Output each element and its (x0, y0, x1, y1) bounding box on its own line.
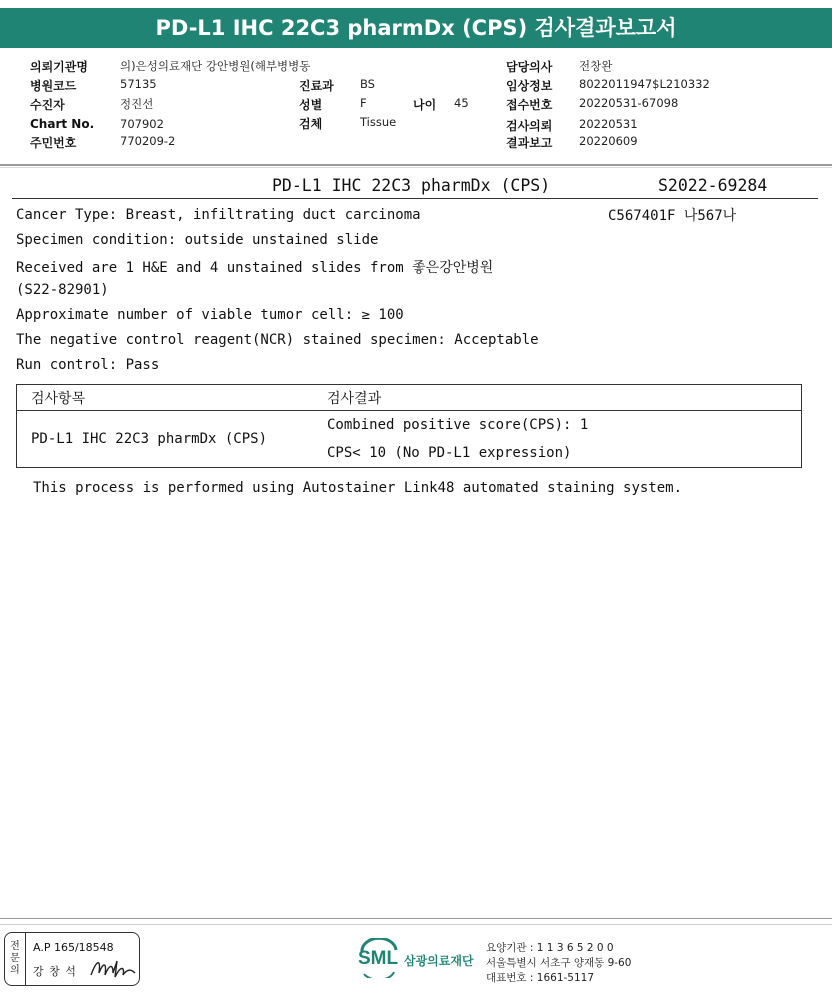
org-phone: 대표번호 : 1661-5117 (486, 972, 595, 984)
cps-interpretation: CPS< 10 (No PD-L1 expression) (327, 445, 572, 461)
result-table (16, 384, 802, 468)
report-date-value: 20220609 (579, 134, 638, 148)
specimen-value: Tissue (360, 115, 397, 129)
chart-no-value: 707902 (120, 117, 164, 131)
dept-value: BS (360, 77, 375, 91)
report-date-label: 결과보고 (506, 136, 553, 150)
sex-value: F (360, 96, 367, 110)
age-value: 45 (454, 96, 469, 110)
stamp-side-label (5, 933, 26, 985)
report-line: Approximate number of viable tumor cell: ≥ 100 (16, 307, 404, 323)
dept-label: 진료과 (299, 79, 334, 93)
pathologist-name: 강 창 석 (33, 965, 77, 978)
patient-value: 정진선 (120, 97, 154, 111)
org-address: 서울특별시 서초구 양재동 9-60 (486, 957, 632, 969)
request-date-value: 20220531 (579, 117, 638, 131)
process-note: This process is performed using Autostainer Link48 automated staining system. (33, 480, 683, 496)
org-code: 요양기관 : 1 1 3 6 5 2 0 0 (486, 942, 614, 954)
resident-no-value: 770209-2 (120, 134, 176, 148)
chart-no-label: Chart No. (30, 117, 95, 131)
header-divider (0, 164, 832, 166)
footer-divider-shadow (0, 924, 832, 925)
institution-label: 의뢰기관명 (30, 60, 88, 74)
report-line: Run control: Pass (16, 357, 160, 373)
receipt-no-label: 접수번호 (506, 98, 553, 112)
institution-value: 의)은성의료재단 강안병원(해부병병동 (120, 59, 311, 73)
cps-score: Combined positive score(CPS): 1 (327, 417, 589, 433)
clinical-info-value: 8022011947$L210332 (579, 77, 710, 91)
test-result-cell (311, 411, 802, 468)
stamp-side-char: 문 (10, 953, 20, 964)
sex-label: 성별 (299, 98, 323, 112)
request-date-label: 검사의뢰 (506, 119, 553, 133)
header-divider-shadow (0, 167, 832, 168)
logo-text: SML (358, 948, 399, 969)
footer-divider (0, 918, 832, 919)
report-line: Cancer Type: Breast, infiltrating duct carcinoma (16, 207, 421, 223)
table-header-row (17, 385, 802, 411)
table-row (17, 411, 802, 468)
reference-code: C567401F 나567나 (608, 208, 737, 224)
pathologist-stamp (4, 932, 140, 986)
col-header-test-item: 검사항목 (17, 385, 312, 411)
test-item-cell: PD-L1 IHC 22C3 pharmDx (CPS) (17, 411, 312, 468)
report-number: S2022-69284 (658, 176, 768, 195)
clinical-info-label: 임상정보 (506, 79, 553, 93)
test-name-heading: PD-L1 IHC 22C3 pharmDx (CPS) (272, 176, 551, 195)
doctor-value: 전창완 (579, 59, 613, 73)
org-name: 삼광의료재단 (404, 954, 474, 968)
hospital-code-value: 57135 (120, 77, 157, 91)
title-underline (12, 198, 818, 199)
specimen-label: 검체 (299, 117, 323, 131)
report-line: The negative control reagent(NCR) stained specimen: Acceptable (16, 332, 539, 348)
sml-logo (356, 938, 476, 978)
ap-number: A.P 165/18548 (33, 941, 114, 954)
report-line: Received are 1 H&E and 4 unstained slides from 좋은강안병원 (16, 260, 494, 276)
receipt-no-value: 20220531-67098 (579, 96, 679, 110)
col-header-test-result: 검사결과 (311, 385, 802, 411)
report-line: (S22-82901) (16, 282, 109, 298)
stamp-side-char: 의 (10, 965, 20, 976)
institution-row (30, 58, 88, 75)
signature-icon (89, 955, 137, 981)
doctor-label: 담당의사 (506, 60, 553, 74)
resident-no-label: 주민번호 (30, 136, 77, 150)
stamp-side-char: 전 (10, 941, 20, 952)
patient-label: 수진자 (30, 98, 65, 112)
report-title: PD-L1 IHC 22C3 pharmDx (CPS) 검사결과보고서 (0, 8, 832, 48)
age-label: 나이 (413, 98, 437, 112)
hospital-code-label: 병원코드 (30, 79, 77, 93)
report-line: Specimen condition: outside unstained slide (16, 232, 379, 248)
